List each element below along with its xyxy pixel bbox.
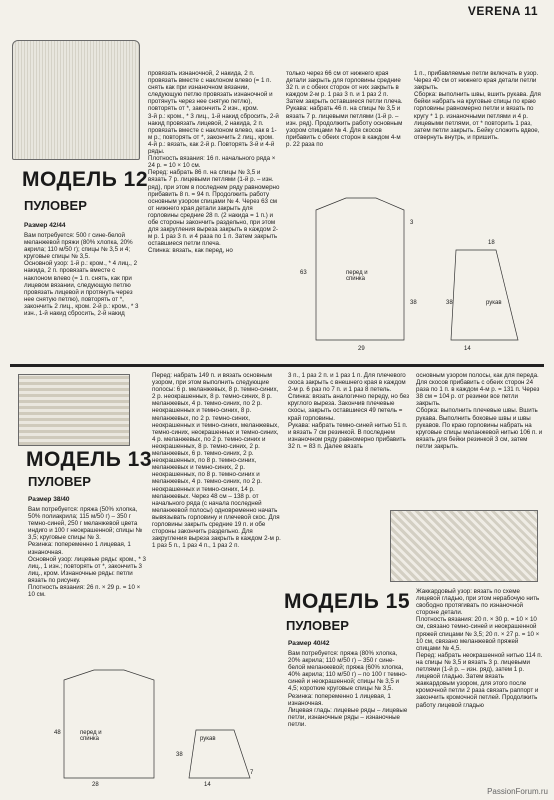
model13-num-d: 38 <box>176 752 183 758</box>
model13-front-label: перед и спинка <box>80 730 102 742</box>
model13-col2: Перед: набрать 149 п. и вязать основным узором, при этом выполнить следующие полосы: 6 р. меланжевых, 8 р. темно-синих, 2 р. неокрашенных, 8 р. темно-синих, 8 р. меланжевых, 4 р. темно-синих, по 2 р. неокрашенных и темно-синих, 8 р. меланжевых, по 2 р. темно-синих, неокрашенных и темно-синих, меланжевых, темно-синих, неокрашенных и темно-синих, 4 р. меланжевых, по 2 р. темно-синих и неокрашенных, 8 р. темно-синих, 2 р. меланжевых, 6 р. темно-синих, 2 р. неокрашенных, по 8 р. темно-синих, меланжевых и темно-синих, 2 р. неокрашенных, по 8 р. темно-синих и меланжевых, 4 р. темно-синих, по 2 р. неокрашенных и темно-синих, 14 р. меланжевых. Через 48 см – 138 р. от начального ряда (с начала последней меланжевой полосы) одновременно начать вывязывать горловину и плечевой скос. Для горловины закрыть средние 19 п. и обе стороны закончить раздельно. Для закругления выреза закрыть в каждом 2-м р. 1 раз 5 п., 1 раз 4 п., 1 раз 2 п. <box>152 372 281 550</box>
model12-num-a: 63 <box>300 270 307 276</box>
page-header: VERENA 11 <box>467 4 538 18</box>
model12-type: ПУЛОВЕР <box>24 198 87 213</box>
model13-num-a: 48 <box>54 730 61 736</box>
model12-num-d: 14 <box>464 346 471 352</box>
model13-num-e: 7 <box>250 770 254 776</box>
model12-num-b: 29 <box>358 346 365 352</box>
model12-col2: провязать изнаночной, 2 накида, 2 п. провязать вместе с наклоном влево (= 1 п. снять как при изнаночном вязании, следующую петлю провязать изнаночной и протянуть через нее снятую петлю), повторять от *, закончить 2 изн., кром. 3-й р.: кром., * 3 лиц., 1-й накид сбросить, 2-й накид провязать лицевой, 2 накида, 2 п. провязать вместе с наклоном влево, как в 1-м р.; повторять от *, закончить 2 лиц., кром. 4-й р.: вязать, как 2-й р. Повторять 3-й и 4-й ряды. Плотность вязания: 16 п. начального ряда × 24 р. = 10 × 10 см. Перед: набрать 86 п. на спицы № 3,5 и вязать 7 р. лицевыми петлями (1-й р. – изн. ряд), при этом в последнем ряду равномерно прибавить 8 п. = 94 п. Продолжить работу основным узором спицами № 4. Через 63 см от нижнего края детали закрыть для горловины средние 28 п. (2 накида = 1 п.) и обе стороны закончить раздельно, при этом для закругления выреза закрыть в каждом 2-м р. 1 раз 3 п. и 4 раза по 1 п. Затем закрыть оставшиеся петли плеча. Спинка: вязать, как перед, но <box>148 70 280 255</box>
model12-col1: Вам потребуется: 500 г сине-белой меланжевой пряжи (80% хлопка, 20% акрила; 110 м/50 г); спицы № 3,5 и 4; круговые спицы № 3,5. Основной узор: 1-й р.: кром., * 4 лиц., 2 накида, 2 п. провязать вместе с наклоном влево (= 1 п. снять, как при лицевом вязании, следующую петлю провязать лицевой и протянуть через нее снятую петлю), повторять от *, закончить 2 лиц., кром. 2-й р.: кром., * 3 изн., 1-й накид сбросить, 2-й накид <box>24 232 139 318</box>
watermark: PassionForum.ru <box>487 787 548 796</box>
model13-num-b: 28 <box>92 782 99 788</box>
model12-sweater-sketch <box>12 40 140 160</box>
model13-type: ПУЛОВЕР <box>28 474 91 489</box>
model15-col2: Жаккардовый узор: вязать по схеме лицевой гладью, при этом нерабочую нить свободно протягивать по изнаночной стороне детали. Плотность вязания: 20 п. × 30 р. = 10 × 10 см, связано темно-синей и неокрашенной пряжей спицами № 3,5; 20 п. × 27 р. = 10 × 10 см, связано меланжевой пряжей спицами № 4,5. Перед: набрать неокрашенной нитью 114 п. на спицы № 3,5 и вязать 3 р. лицевыми петлями (1-й р. – изн. ряд), затем 1 р. лицевой гладью. Затем вязать жаккардовым узором, для этого после кромочной петли 2 раза связать раппорт и закончить кромочной петлей. Продолжить работу лицевой гладью <box>416 588 543 709</box>
model13-size: Размер 38/40 <box>28 496 70 503</box>
model12-front-label: перед и спинка <box>346 270 368 282</box>
model12-title: МОДЕЛЬ 12 <box>22 168 149 191</box>
model13-sweater-sketch <box>18 374 130 446</box>
model15-title: МОДЕЛЬ 15 <box>284 590 411 613</box>
model12-num-c: 38 <box>410 300 417 306</box>
model13-pattern-schema <box>14 640 284 790</box>
model13-col1: Вам потребуется: пряжа (50% хлопка, 50% полиакрила; 115 м/50 г) – 350 г темно-синей, 250 г меланжевой цвета индиго и 100 г неокрашенной; спицы № 3,5; круговые спицы № 3. Резинка: попеременно 1 лицевая, 1 изнаночная. Основной узор: лицевые ряды: кром., * 3 лиц., 1 изн.; повторять от *, закончить 3 лиц., кром. Изнаночные ряды: петли вязать по рисунку. Плотность вязания: 26 п. × 29 р. = 10 × 10 см. <box>28 506 146 599</box>
model13-title: МОДЕЛЬ 13 <box>26 448 153 471</box>
model12-sleeve-label: рукав <box>486 300 502 306</box>
model15-col1: Вам потребуется: пряжа (80% хлопка, 20% акрила; 110 м/50 г) – 350 г сине-белой меланжевой; пряжа (60% хлопка, 40% акрила; 110 м/50 г) – по 100 г темно-синей и неокрашенной; спицы № 3,5 и 4,5; короткие круговые спицы № 3,5. Резинка: попеременно 1 лицевая, 1 изнаночная. Лицевая гладь: лицевые ряды – лицевые петли, изнаночные ряды – изнаночные петли. <box>288 650 408 728</box>
model15-size: Размер 40/42 <box>288 640 330 647</box>
model13-col3: 3 п., 1 раз 2 п. и 1 раз 1 п. Для плечевого скоса закрыть с внешнего края в каждом 2-м р. 6 раз по 7 п. и 1 раз 8 петель. Спинка: вязать аналогично переду, но без круглого выреза. Закончив плечевые скосы, закрыть оставшиеся 49 петель = край горловины. Рукава: набрать темно-синей нитью 51 п. и вязать 7 см резинкой. В последнем изнаночном ряду равномерно прибавить 32 п. = 83 п. Далее вязать <box>288 372 410 450</box>
model12-col4: 1 п., прибавляемые петли включать в узор. Через 40 см от нижнего края детали петли закрыть. Сборка: выполнить швы, вшить рукава. Для бейки набрать на круговые спицы по краю горловины равномерно петли и вязать по кругу * 1 р. изнаночными петлями и 4 р. лицевыми петлями, от * повторить 1 раз, затем петли закрыть. Бейку сложить вдвое, отвернуть внутрь, и пришить. <box>414 70 541 141</box>
model13-num-c: 14 <box>204 782 211 788</box>
model12-col3: только через 66 см от нижнего края детали закрыть для горловины средние 32 п. и с обеих сторон от них закрыть в каждом 2-м р. 1 раз 3 п. и 1 раз 2 п. Затем закрыть оставшиеся петли плеча. Рукава: набрать 46 п. на спицы № 3,5 и вязать 7 р. лицевыми петлями (1-й р. – изн. ряд). Продолжить работу основным узором спицами № 4. Для скосов прибавить с обеих сторон в каждом 4-м р. 22 раза по <box>286 70 403 148</box>
model12-size: Размер 42/44 <box>24 222 66 229</box>
model13-col4: основным узором полосы, как для переда. Для скосов прибавить с обеих сторон 24 раза по 1 п. в каждом 4-м р. = 131 п. Через 38 см = 104 р. от резинки все петли закрыть. Сборка: выполнить плечевые швы. Вшить рукава. Выполнить боковые швы и швы рукавов. По краю горловины набрать на круговые спицы меланжевой нитью 106 п. и вязать для бейки резинкой 3 см, затем петли закрыть. <box>416 372 543 450</box>
model12-num-g: 18 <box>488 240 495 246</box>
model12-num-e: 3 <box>410 220 414 226</box>
model12-pattern-schema <box>286 190 546 360</box>
section-divider-1 <box>10 364 544 367</box>
model13-sleeve-label: рукав <box>200 736 216 742</box>
model15-sweater-sketch <box>390 510 538 582</box>
model15-type: ПУЛОВЕР <box>286 618 349 633</box>
model12-num-f: 38 <box>446 300 453 306</box>
